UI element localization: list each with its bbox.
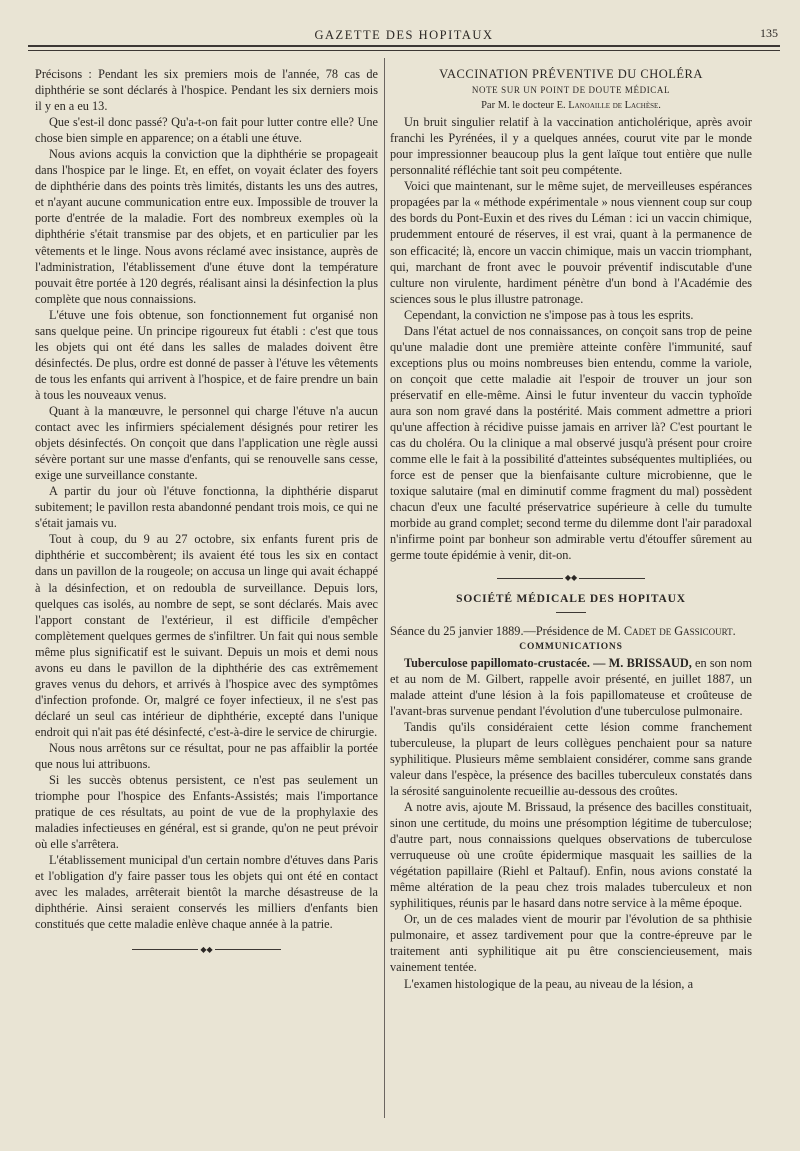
paragraph: Or, un de ces malades vient de mourir par l'évolution de sa phthisie pulmonaire, et assez tardivement pour que la contre-épreuve par le traitement anti syphilitique ait pu être consciencieusement, mais vainement tentée. <box>390 912 752 975</box>
paragraph: Un bruit singulier relatif à la vaccination anticholérique, après avoir franchi les Pyrénées, il y a quelques années, courut vite par le monde pour impressionner beaucoup plus la gent laïque tout entière que nulle personnalité réfléchie tant soit peu compétente. <box>390 115 752 178</box>
session-president: Cadet de Gassicourt. <box>623 623 736 638</box>
byline-prefix: Par M. le docteur <box>481 100 557 112</box>
paragraph: L'établissement municipal d'un certain nombre d'étuves dans Paris et l'obligation d'y faire passer tous les objets qui ont été en contact avec les malades, arrêterait bientôt la marche désastreuse de la diphthérie. Ainsi seraient conservés les milliers d'enfants bien constitués que cette maladie enlève chaque année à la patrie. <box>35 853 378 932</box>
subsection-title: COMMUNICATIONS <box>519 641 623 652</box>
paragraph: A notre avis, ajoute M. Brissaud, la présence des bacilles constituait, sinon une certitude, du moins une présomption légitime de tuberculose; d'autre part, nous connaissions quelques observations de tuberculose verruqueuse où une croûte épidermique masquait les saillies de la végétation papillaire (Riehl et Paltauf). Enfin, nous avions constaté la même altération de la peau chez trois malades tuberculeux et non syphilitiques, réunis par le hasard dans notre service à la même époque. <box>390 800 752 911</box>
paragraph: Tout à coup, du 9 au 27 octobre, six enfants furent pris de diphthérie et succombèrent; ils avaient été tous les six en contact dans un pavillon de la rougeole; on accusa un linge qui avait échappé à la désinfection, et on redoubla de surveillance. Depuis lors, quelques cas isolés, au nombre de sept, se sont déclarés. Mais avec l'apport constant de l'extérieur, il est difficile d'empêcher complètement quelques germes de s'infiltrer. Un fait qui nous semble même plus significatif est le suivant. Depuis un mois et demi nous avons eu dans le pavillon de la diphthérie des cas extrêmement graves venus du dehors, et arrivés à l'hospice avec des symptômes d'infection profonde. Or, malgré ce foyer infectieux, il ne s'est pas déclaré un seul cas intérieur de diphthérie, excepté dans l'unique endroit qui n'ait pas été désinfecté, c'est-à-dire le service de chirurgie. <box>35 532 378 739</box>
page-number: 135 <box>760 26 778 40</box>
paragraph: Voici que maintenant, sur le même sujet, de merveilleuses espérances propagées par la « méthode expérimentale » nous viennent coup sur coup des bords du Pont-Euxin et des rives du Léman : ici un vaccin chimique, prudemment entouré de réserves, il est vrai, quant à la permanence de son efficacité; là, encore un vaccin chimique, mais un vaccin triomphant, qui, marchant de front avec le pouvoir préventif indiscutable d'une culture non virulente, hardiment pénètre d'un bond à l'Académie des sciences sous le plus illustre patronage. <box>390 179 752 306</box>
column-divider <box>384 58 385 1118</box>
section-rule <box>556 612 586 613</box>
end-ornament: ◆◆ <box>35 941 378 959</box>
paragraph: Nous nous arrêtons sur ce résultat, pour ne pas affaiblir la portée que nous lui attribuons. <box>35 740 378 772</box>
communication-paragraph <box>390 655 752 719</box>
paragraph: Que s'est-il donc passé? Qu'a-t-on fait pour lutter contre elle? Une chose bien simple en apparence; on a établi une étuve. <box>35 115 378 146</box>
paragraph: Tandis qu'ils considéraient cette lésion comme franchement tuberculeuse, la plupart de leurs collègues penchaient pour sa nature syphilitique. Plusieurs même semblaient considérer, comme sans grande valeur dans l'espèce, la présence des bacilles tuberculeux constatés dans la sérosité sanguinolente recueillie au-dessous des croûtes. <box>390 719 752 798</box>
header-rule-thick <box>28 45 780 47</box>
session-prefix: Séance du 25 janvier 1889.—Présidence de M. <box>390 623 624 638</box>
article-byline <box>390 98 752 114</box>
article-subtitle: NOTE SUR UN POINT DE DOUTE MÉDICAL <box>471 85 671 96</box>
paragraph: Précisons : Pendant les six premiers mois de l'année, 78 cas de diphthérie se sont déclarés à l'hospice. Pendant les six derniers mois il y en a eu 13. <box>35 67 378 114</box>
paragraph: Dans l'état actuel de nos connaissances, on conçoit sans trop de peine qu'une maladie dont une première atteinte confère l'immunité, sauf exceptions plus ou moins nombreuses bien entendu, comme la variole, on conçoit que cette maladie ait l'espoir de trouver un jour son préservatif en elle-même. Ainsi le futur inventeur du vaccin typhoïde aura son nom gravé dans la postérité. Mais comment admettre a priori qu'une affection à récidive puisse jamais en arriver là? C'est pourtant le cas du choléra. Ou la clinique a mal observé jusqu'à présent pour croire comme elle le fait à la possibilité d'atteintes subséquentes multipliées, ou force est de penser que la bienfaisante culture microbienne, que le toxique salutaire (mal en diminutif comme fragment du mal) possèdent chacun d'eux une faculté préservatrice supérieure à celle du tumulte morbide au grand complet; second terme du dilemme dont l'air paradoxal n'infirme point par bonheur son admirable vertu d'étouffer sûrement au germe toute épidémie à venir, dit-on. <box>390 323 752 563</box>
journal-title: GAZETTE DES HOPITAUX <box>314 28 494 42</box>
session-line <box>390 623 752 639</box>
left-column <box>35 66 378 963</box>
communication-author: — M. BRISSAUD, <box>593 655 692 670</box>
right-column <box>390 66 752 992</box>
page-header <box>28 26 780 56</box>
article-title: VACCINATION PRÉVENTIVE DU CHOLÉRA <box>439 67 703 81</box>
paragraph: L'étuve une fois obtenue, son fonctionnement fut organisé non sans quelque peine. Un principe rigoureux fut établi : c'est que tous les objets qui ont été dans les salles de malades doivent être désinfectés. De plus, ordre est donné de passer à l'étuve les vêtements de tous les enfants qui arrivent à l'hospice, et de faire prendre un bain à tous les nouveaux venus. <box>35 307 378 402</box>
section-title: SOCIÉTÉ MÉDICALE DES HOPITAUX <box>456 593 686 606</box>
communication-text: en son nom et au nom de M. Gilbert, rappelle avoir présenté, en juillet 1887, un malade atteint d'une lésion à la fois papillomateuse et croûteuse de l'avant-bras survenue pendant l'évolution d'une tuberculose pulmonaire. <box>390 655 753 718</box>
paragraph: Cependant, la conviction ne s'impose pas à tous les esprits. <box>404 307 694 322</box>
paragraph: A partir du jour où l'étuve fonctionna, la diphthérie disparut subitement; le pavillon resta abandonné pendant trois mois, ce qui ne s'était jamais vu. <box>35 484 378 531</box>
section-ornament: ◆◆ <box>390 569 752 587</box>
paragraph: Si les succès obtenus persistent, ce n'est pas seulement un triomphe pour l'hospice des Enfants-Assistés; mais l'importance pratique de ces résultats, au point de vue de la prophylaxie des maladies infectieuses en général, est si grande, qu'on ne peut prévoir où elle s'arrêtera. <box>35 773 378 852</box>
header-rule-thin <box>28 50 780 51</box>
paragraph: L'examen histologique de la peau, au niveau de la lésion, a <box>404 976 694 991</box>
communication-title: Tuberculose papillomato-crustacée. <box>404 655 590 670</box>
paragraph: Quant à la manœuvre, le personnel qui charge l'étuve n'a aucun contact avec les infirmiers spécialement désignés pour retirer les objets désinfectés. On conçoit que dans l'application une règle aussi sévère portant sur une masse d'enfants, qui se renouvelle sans cesse, exige une surveillance constante. <box>35 403 378 483</box>
paragraph: Nous avions acquis la conviction que la diphthérie se propageait dans l'hospice par le linge. Et, en effet, on voyait éclater des foyers de diphthérie dans des points très limités, distants les uns des autres, et n'ayant aucune communication entre eux. Impossible de trouver la porte d'entrée de la maladie. Fort des nombreux exemples où la diphthérie s'était transmise par des objets, et en particulier par les vêtements et le linge. Nous avons réclamé avec insistance, auprès de l'administration, l'établissement d'une étuve dont la température pouvait être portée à 120 degrés, réalisant ainsi la désinfection la plus complète que nous connaissions. <box>35 147 378 306</box>
byline-author: E. Lanoaille de Lachèse. <box>556 100 661 112</box>
